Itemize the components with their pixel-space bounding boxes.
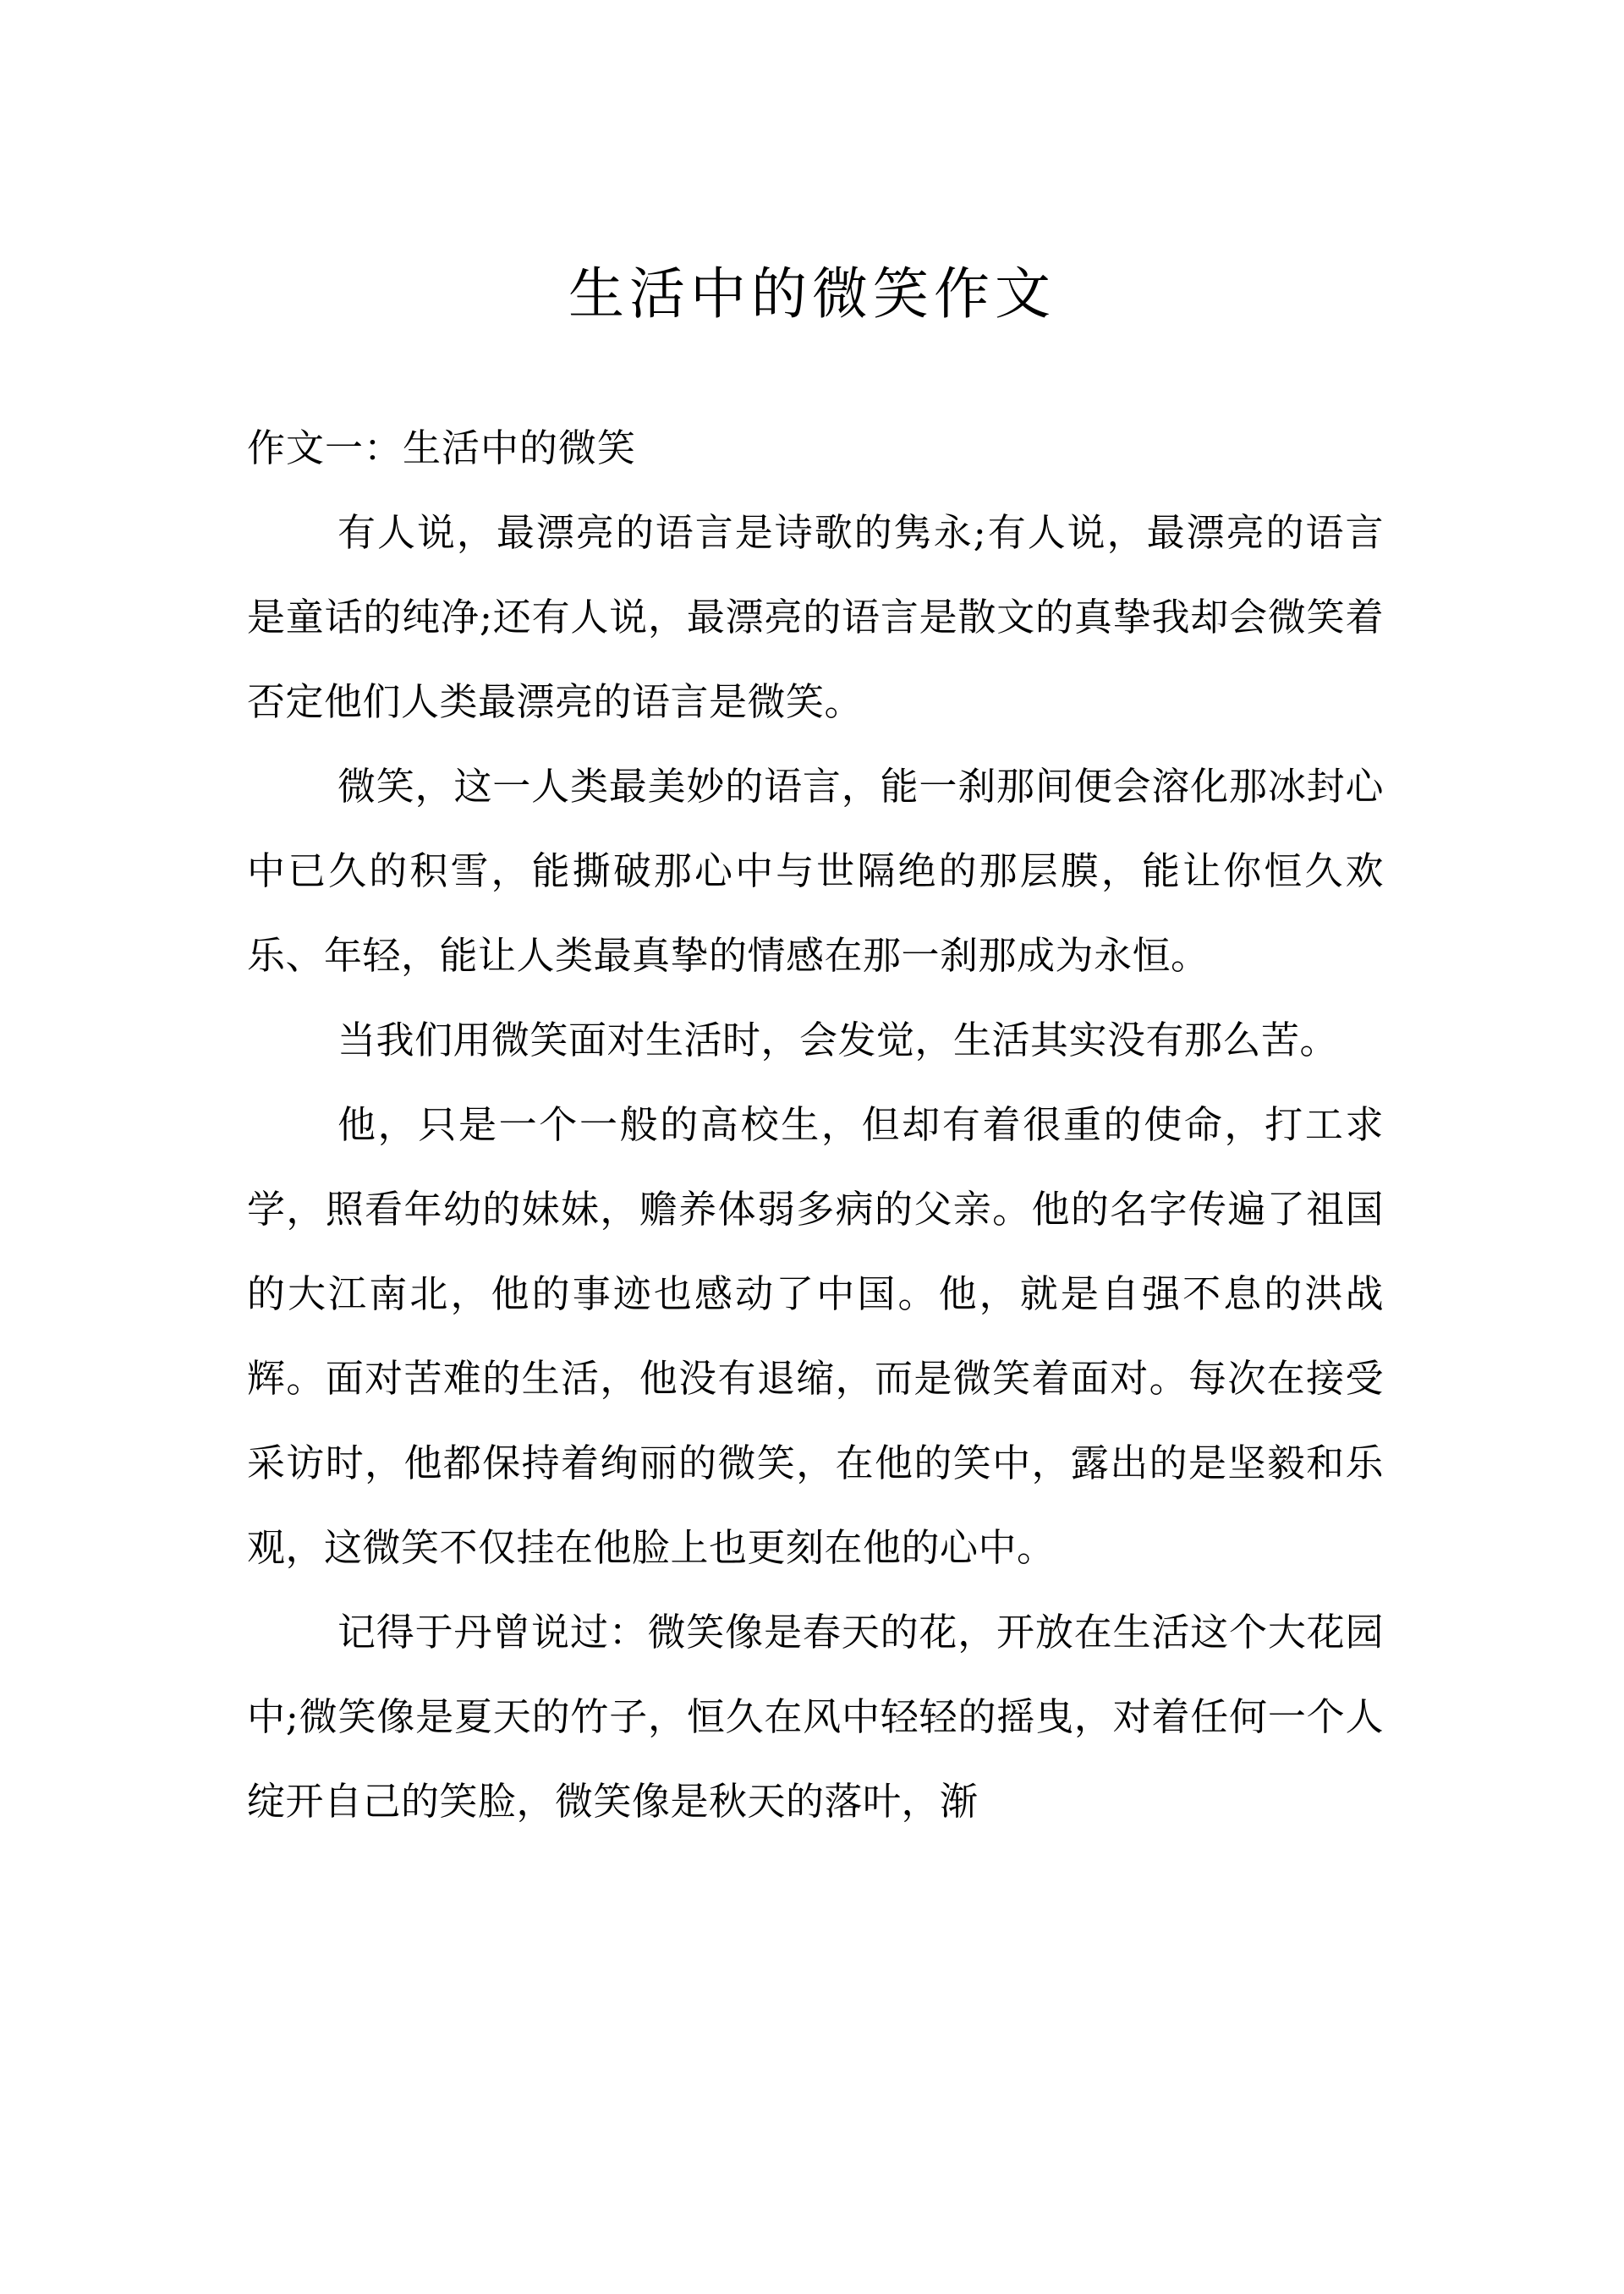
- paragraph: 他，只是一个一般的高校生，但却有着很重的使命，打工求学，照看年幼的妹妹，赡养体弱多病的父亲。他的名字传遍了祖国的大江南北，他的事迹也感动了中国。他，就是自强不息的洪战辉。面对苦难的生活，他没有退缩，而是微笑着面对。每次在接受采访时，他都保持着绚丽的微笑，在他的笑中，露出的是坚毅和乐观，这微笑不仅挂在他脸上也更刻在他的心中。: [247, 1102, 1384, 1570]
- paragraph: 当我们用微笑面对生活时，会发觉，生活其实没有那么苦。: [337, 1018, 1339, 1062]
- paragraph: 记得于丹曾说过：微笑像是春天的花，开放在生活这个大花园中;微笑像是夏天的竹子，恒久在风中轻轻的摇曳，对着任何一个人绽开自己的笑脸，微笑像是秋天的落叶，渐: [247, 1610, 1384, 1824]
- document-title: 生活中的微笑作文: [568, 261, 1056, 327]
- paragraph: 微笑，这一人类最美妙的语言，能一刹那间便会溶化那冰封心中已久的积雪，能撕破那心中与世隔绝的那层膜，能让你恒久欢乐、年轻，能让人类最真挚的情感在那一刹那成为永恒。: [247, 764, 1384, 978]
- essay-subtitle: 作文一：生活中的微笑: [247, 425, 637, 470]
- paragraph: 有人说，最漂亮的语言是诗歌的隽永;有人说，最漂亮的语言是童话的纯净;还有人说，最漂亮的语言是散文的真挚我却会微笑着否定他们人类最漂亮的语言是微笑。: [247, 510, 1384, 724]
- document-body: [247, 406, 1384, 1844]
